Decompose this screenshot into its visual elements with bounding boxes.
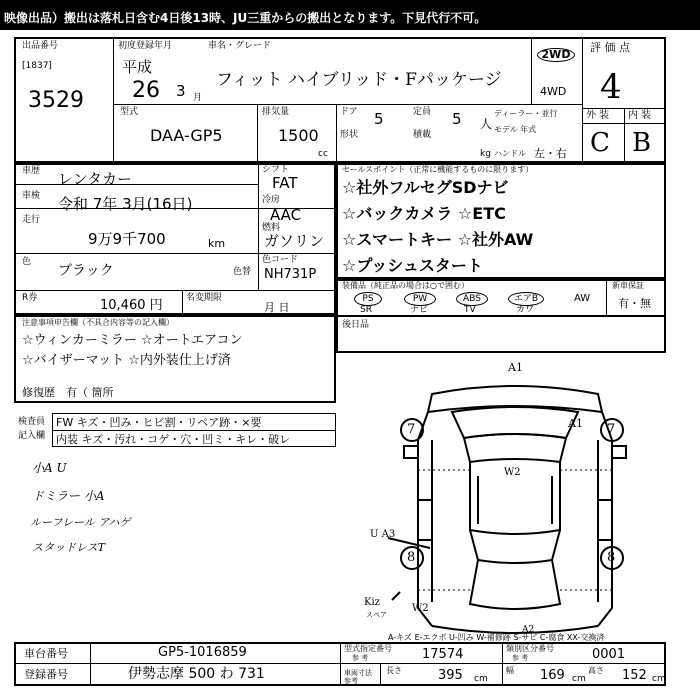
seam-line-left	[418, 470, 470, 590]
length-label: 長さ	[386, 666, 402, 675]
designation: 17574	[422, 647, 464, 662]
front-bumper	[428, 386, 602, 412]
inspection-label: 車検	[22, 191, 41, 201]
sales-point-2: ☆バックカメラ ☆ETC	[342, 204, 506, 223]
damage-legend: A-キズ E-エクボ U-凹み W-補修跡 S-サビ C-腐食 XX-交換済	[388, 633, 605, 642]
year: 26	[132, 78, 160, 103]
chassis: GP5-1016859	[158, 645, 247, 660]
fuel-label: 燃料	[262, 223, 281, 233]
capacity-unit: 人	[480, 117, 493, 131]
color-label: 色	[22, 257, 32, 267]
fuel: ガソリン	[264, 232, 325, 250]
posttreat-label: 後日品	[342, 320, 370, 330]
mark-8-right: 8	[607, 550, 616, 565]
body-outline-left	[418, 412, 432, 626]
km-unit: km	[208, 237, 226, 250]
mark-a1-top: A1	[508, 361, 523, 374]
era: 平成	[122, 58, 153, 76]
recycle: 10,460 円	[100, 298, 163, 313]
left-doors	[418, 440, 432, 602]
car-name: フィット ハイブリッド・Fパッケージ	[216, 70, 502, 90]
color: ブラック	[58, 263, 114, 279]
windshield	[464, 434, 566, 462]
note-1: ☆ウィンカーミラー ☆オートエアコン	[22, 333, 243, 348]
history-label: 車歴	[22, 166, 41, 176]
color-code-label: 色コード	[262, 255, 299, 265]
displacement-label: 排気量	[262, 107, 290, 117]
doors-label: ドア	[340, 107, 358, 117]
equip-ps: PS	[354, 292, 382, 306]
width-unit: cm	[572, 674, 586, 684]
repair: 有（ 箇所	[66, 386, 114, 399]
equip-sr: SR	[360, 305, 372, 315]
dealer-label: ディーラー・並行	[494, 109, 558, 118]
name-change: 月 日	[264, 301, 290, 314]
height-unit: cm	[652, 674, 666, 684]
first-reg-label: 初度登録年月	[118, 41, 173, 51]
shift: FAT	[272, 174, 298, 192]
handwritten-1: 小A U	[32, 461, 67, 475]
length-unit: cm	[474, 674, 488, 684]
height-label: 高さ	[588, 666, 604, 675]
mark-w2-top: W2	[504, 467, 521, 478]
handwritten-3: ルーフレール アハゲ	[30, 516, 131, 529]
aircon: AAC	[270, 206, 302, 224]
body-outline-right	[598, 412, 612, 626]
equip-tv: TV	[464, 305, 476, 315]
mileage-label: 走行	[22, 215, 41, 225]
kg-label: kg	[480, 149, 491, 159]
hatch	[470, 560, 560, 609]
category-label: 類別区分番号	[506, 644, 554, 653]
interior-label: 内 装	[628, 110, 652, 121]
banner: 映像出品）搬出は落札日含む4日後13時、JU三重からの搬出となります。下見代行不可。	[0, 0, 700, 30]
reg-label: 登録番号	[24, 668, 68, 681]
notes-label: 注意事項申告欄（不具合内容等の記入欄）	[22, 318, 174, 327]
equip-abs: ABS	[456, 292, 488, 306]
equip-navi: ナビ	[410, 305, 429, 315]
displacement: 1500	[278, 126, 319, 145]
mark-7-right: 7	[607, 422, 616, 437]
dims-label: 車両寸法参考	[344, 669, 372, 685]
history: レンタカー	[58, 170, 133, 188]
shift-label: シフト	[262, 165, 290, 175]
new-car: 有・無	[618, 297, 651, 310]
month: 3	[176, 82, 186, 100]
lot-number: 3529	[28, 88, 84, 113]
grade-label: 評 価 点	[590, 41, 630, 54]
mark-a1-right: A1	[568, 417, 583, 430]
category: 0001	[592, 647, 626, 662]
rear-bumper	[432, 626, 598, 633]
interior-grade: B	[632, 128, 652, 158]
handwritten-4: スタッドレスT	[32, 541, 106, 554]
height: 152	[622, 668, 647, 683]
equipment-label: 装備品（純正品の場合は○で囲む）	[342, 281, 469, 290]
designation-label: 型式指定番号	[344, 644, 392, 653]
aircon-label: 冷房	[262, 195, 281, 205]
mark-8-left: 8	[407, 550, 416, 565]
color-code: NH731P	[264, 267, 317, 282]
width-label: 幅	[506, 666, 514, 675]
handle: 左・右	[534, 147, 567, 160]
model-year-label: モデル 年式	[494, 125, 537, 134]
capacity: 5	[452, 110, 462, 128]
new-car-label: 新車保証	[612, 281, 644, 290]
lot-code: [1837]	[22, 61, 52, 71]
exterior-grade: C	[590, 128, 610, 158]
lot-label: 出品番号	[22, 41, 59, 51]
equip-airbag: エアB	[508, 292, 544, 306]
shape-label: 形状	[340, 130, 359, 140]
sales-point-3: ☆スマートキー ☆社外AW	[342, 230, 534, 249]
mark-7-left: 7	[407, 422, 416, 437]
exterior-label: 外 装	[586, 110, 610, 121]
equip-aw: AW	[574, 293, 591, 304]
inspection-row-2: 内装 キズ・汚れ・コゲ・穴・凹ミ・キレ・破レ	[56, 433, 291, 446]
mark-a2: A2	[522, 625, 535, 635]
note-2: ☆バイザーマット ☆内外装仕上げ済	[22, 353, 231, 368]
month-unit: 月	[193, 93, 203, 103]
mark-ua3: U A3	[370, 529, 396, 540]
inspection: 令和 7年 3月(16日)	[58, 195, 193, 213]
drive-4wd: 4WD	[540, 85, 567, 98]
inspector-label-1: 検査員	[18, 417, 46, 427]
width: 169	[540, 668, 565, 683]
sales-points-label: セールスポイント（正常に機能するものに限ります）	[342, 165, 534, 174]
name-label: 車名・グレード	[208, 41, 272, 51]
mark-kiz: Kiz	[364, 597, 380, 608]
right-doors	[598, 440, 612, 602]
right-mirror	[612, 446, 626, 458]
mark-spare: スペア	[366, 611, 387, 619]
left-mirror	[404, 446, 418, 458]
load-label: 積載	[413, 130, 432, 140]
handwritten-2: ドミラー 小A	[32, 489, 105, 503]
drive-2wd: 2WD	[537, 48, 575, 62]
doors: 5	[374, 110, 384, 128]
designation-sub: 参 考	[352, 654, 369, 662]
equip-pw: PW	[404, 292, 436, 306]
model-label: 型式	[120, 107, 139, 117]
category-sub: 参 考	[512, 654, 529, 662]
inspector-label-2: 記入欄	[18, 431, 46, 441]
reg: 伊勢志摩 500 わ 731	[128, 666, 265, 682]
mileage: 9万9千700	[88, 230, 166, 248]
capacity-label: 定員	[413, 107, 432, 117]
mark-w2-bottom: W2	[412, 603, 429, 614]
seam-line-right	[560, 470, 612, 590]
length: 395	[438, 668, 463, 683]
recycle-label: R券	[22, 293, 38, 303]
sales-point-1: ☆社外フルセグSDナビ	[342, 178, 509, 197]
color-change-label: 色替	[233, 267, 252, 277]
model: DAA-GP5	[150, 126, 223, 145]
repair-label: 修復歴	[22, 386, 55, 399]
chassis-label: 車台番号	[24, 647, 68, 660]
inspection-row-1: FW キズ・凹み・ヒビ割・リペア跡・×要	[56, 416, 262, 429]
equip-leather: カワ	[516, 305, 535, 315]
sales-point-4: ☆プッシュスタート	[342, 256, 483, 275]
score: 4	[600, 67, 622, 107]
name-change-label: 名変期限	[186, 293, 223, 303]
cc-unit: cc	[318, 149, 328, 159]
handle-label: ハンドル	[494, 149, 526, 158]
